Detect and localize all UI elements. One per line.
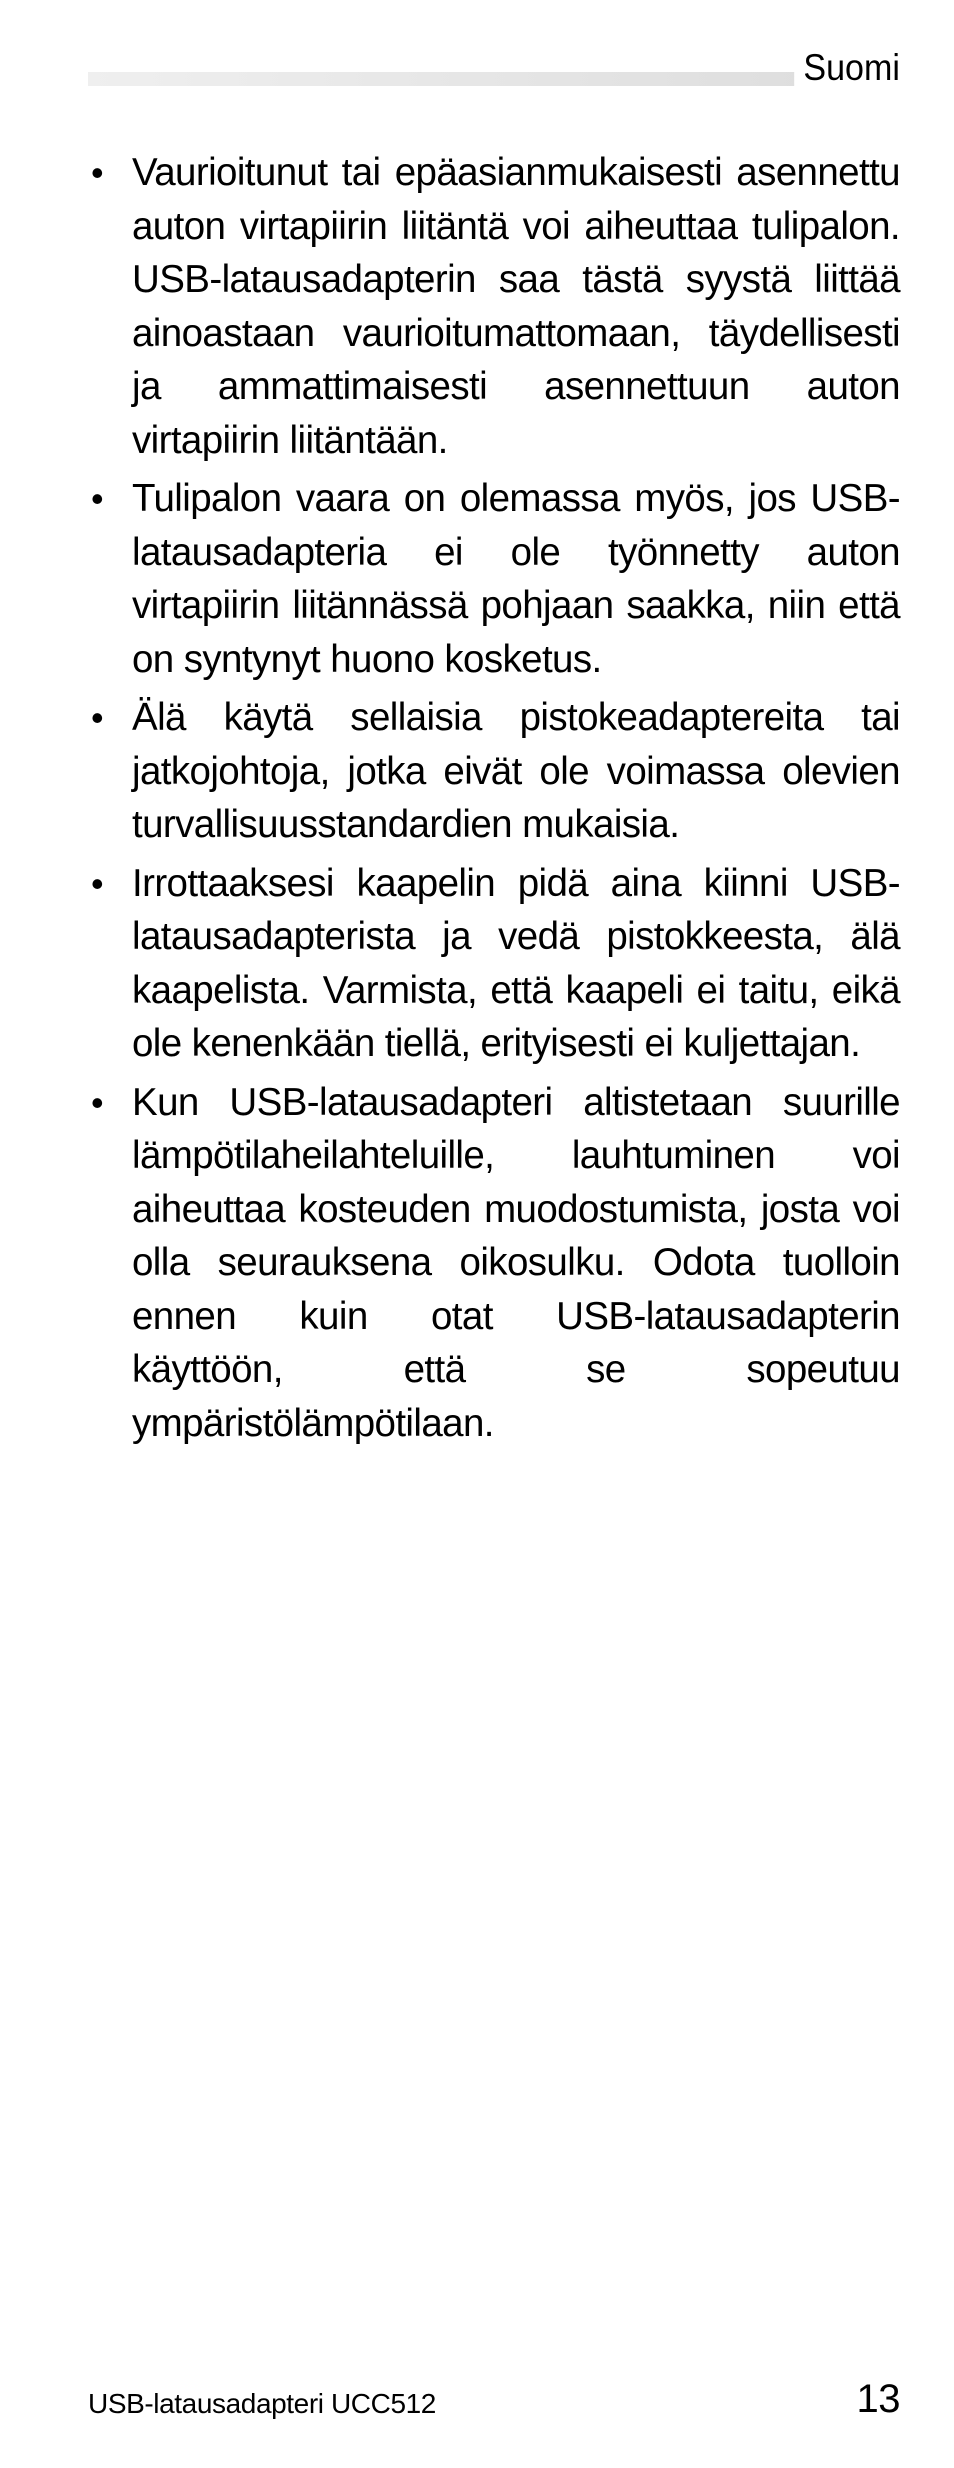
bullet-text: Irrottaaksesi kaapelin pidä aina kiinni USB-latausadapterista ja vedä pistokkeesta, älä kaapelista. Varmista, että kaapeli ei taitu, eikä ole kenenkään tiellä, erityisesti ei kuljettajan. (132, 861, 900, 1065)
bullet-text: Vaurioitunut tai epäasianmukaisesti asennettu auton virtapiirin liitäntä voi aiheuttaa tulipalon. USB-latausadapterin saa tästä syystä liittää ainoastaan vaurioitumattomaan, täydellisesti ja ammattimaisesti asennettuun auton virtapiirin liitäntään. (132, 151, 900, 462)
header-language: Suomi (794, 44, 900, 92)
bullet-item (88, 691, 900, 852)
bullet-icon: • (91, 1081, 104, 1123)
bullet-text: Tulipalon vaara on olemassa myös, jos USB-latausadapteria ei ole työnnetty auton virtapiirin liitännässä pohjaan saakka, niin että on syntynyt huono kosketus. (132, 477, 900, 681)
safety-bullet-list (88, 146, 900, 1450)
bullet-icon: • (91, 697, 104, 738)
page-number: 13 (856, 2377, 900, 2421)
bullet-icon: • (91, 478, 104, 519)
bullet-text: Älä käytä sellaisia pistokeadaptereita tai jatkojohtoja, jotka eivät ole voimassa olevien turvallisuusstandardien mukaisia. (132, 696, 900, 846)
bullet-item (88, 857, 900, 1071)
bullet-item (88, 1076, 900, 1451)
bullet-icon: • (91, 862, 104, 904)
bullet-text: Kun USB-latausadapteri altistetaan suurille lämpötilaheilahteluille, lauhtuminen voi aiheuttaa kosteuden muodostumista, josta voi olla seurauksena oikosulku. Odota tuolloin ennen kuin otat USB-latausadapterin käyttöön, että se sopeutuu ympäristölämpötilaan. (132, 1080, 900, 1445)
bullet-item (88, 472, 900, 686)
safety-content (88, 146, 900, 1455)
footer-product-name: USB-latausadapteri UCC512 (88, 2388, 436, 2419)
bullet-item (88, 146, 900, 467)
bullet-icon: • (91, 152, 104, 193)
header-rule (88, 72, 900, 86)
